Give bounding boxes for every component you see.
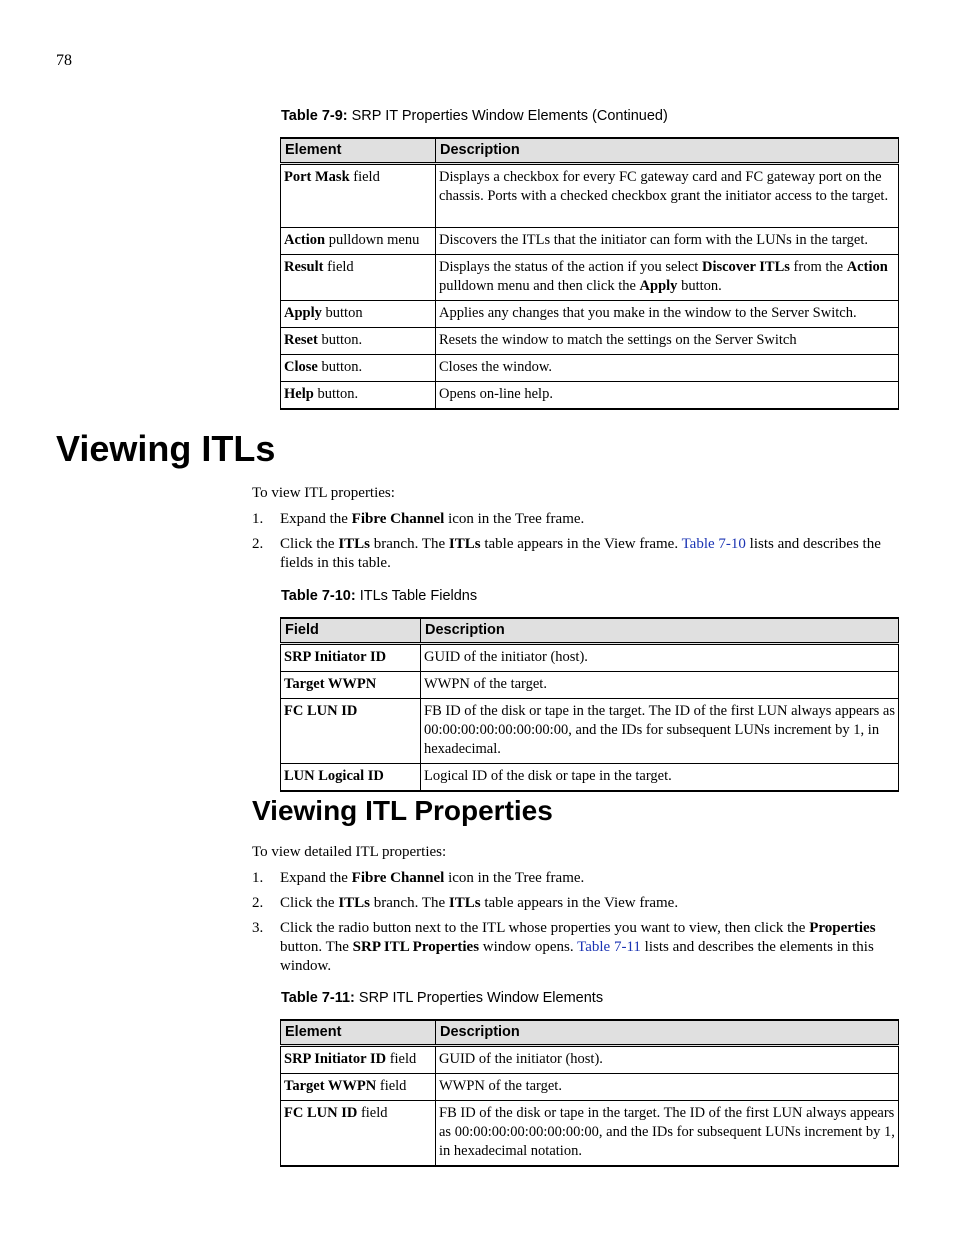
table-row xyxy=(281,1074,899,1101)
element-name: Result xyxy=(284,259,324,275)
description-cell: Opens on-line help. xyxy=(436,382,899,410)
description-cell: FB ID of the disk or tape in the target. The ID of the first LUN always appears as 00:00:00:00:00:00:00:00, and the IDs for subsequent LUNs increment by 1, in hexadecimal notation. xyxy=(436,1101,899,1167)
description-cell: Resets the window to match the settings on the Server Switch xyxy=(436,328,899,355)
step-text: Click the ITLs branch. The ITLs table appears in the View frame. xyxy=(280,895,679,911)
field-cell: SRP Initiator ID xyxy=(281,644,421,672)
description-cell xyxy=(436,255,899,301)
table-row xyxy=(281,699,899,764)
table-header-row xyxy=(281,618,899,644)
element-type: button. xyxy=(317,359,363,375)
element-name: Close xyxy=(284,359,318,375)
caption-text: SRP IT Properties Window Elements (Continued) xyxy=(347,108,668,124)
description-cell: WWPN of the target. xyxy=(436,1074,899,1101)
element-name: Help xyxy=(284,386,314,402)
table-row xyxy=(281,228,899,255)
description-cell: Discovers the ITLs that the initiator can form with the LUNs in the target. xyxy=(436,228,899,255)
list-item xyxy=(252,535,898,573)
column-header-element: Element xyxy=(281,138,436,164)
element-name: Apply xyxy=(284,305,322,321)
column-header-field: Field xyxy=(281,618,421,644)
element-name: Target WWPN xyxy=(284,1078,377,1094)
description-cell: Displays a checkbox for every FC gateway card and FC gateway port on the chassis. Ports with a checked checkbox grant the initiator access to the target. xyxy=(436,164,899,228)
description-cell: GUID of the initiator (host). xyxy=(421,644,899,672)
field-cell: Target WWPN xyxy=(281,672,421,699)
column-header-element: Element xyxy=(281,1020,436,1046)
element-cell xyxy=(281,328,436,355)
table-row xyxy=(281,255,899,301)
step-number: 3. xyxy=(252,920,264,936)
desc-text: from the xyxy=(789,259,847,275)
table-7-11 xyxy=(280,1019,899,1167)
table-header-row xyxy=(281,138,899,164)
description-cell: WWPN of the target. xyxy=(421,672,899,699)
table-row xyxy=(281,672,899,699)
table-row xyxy=(281,328,899,355)
element-cell xyxy=(281,255,436,301)
table-7-11-caption xyxy=(281,990,603,1006)
intro-text: To view detailed ITL properties: xyxy=(252,844,447,860)
caption-text: SRP ITL Properties Window Elements xyxy=(354,990,604,1006)
table-row xyxy=(281,1046,899,1074)
column-header-description: Description xyxy=(421,618,899,644)
step-text: Click the ITLs branch. The ITLs table appears in the View frame. Table 7-10 lists and describes the fields in this table. xyxy=(280,536,881,571)
field-cell: FC LUN ID xyxy=(281,699,421,764)
step-text: Expand the Fibre Channel icon in the Tree frame. xyxy=(280,511,585,527)
element-type: field xyxy=(349,169,380,185)
desc-bold: Action xyxy=(846,259,888,275)
table-row xyxy=(281,164,899,228)
table-row xyxy=(281,382,899,410)
element-cell xyxy=(281,164,436,228)
desc-bold: Apply xyxy=(639,278,678,294)
element-type: button. xyxy=(317,332,363,348)
element-cell xyxy=(281,301,436,328)
step-text: Expand the Fibre Channel icon in the Tree frame. xyxy=(280,870,585,886)
description-cell: Logical ID of the disk or tape in the target. xyxy=(421,764,899,792)
element-type: button xyxy=(321,305,363,321)
table-7-10-caption xyxy=(281,588,477,604)
description-cell: FB ID of the disk or tape in the target. The ID of the first LUN always appears as 00:00:00:00:00:00:00:00, and the IDs for subsequent LUNs increment by 1, in hexadecimal. xyxy=(421,699,899,764)
step-number: 2. xyxy=(252,895,264,911)
element-name: Action xyxy=(284,232,326,248)
table-row xyxy=(281,1101,899,1167)
list-item xyxy=(252,894,898,913)
section-heading-viewing-itl-properties: Viewing ITL Properties xyxy=(252,795,553,826)
step-number: 2. xyxy=(252,536,264,552)
description-cell: GUID of the initiator (host). xyxy=(436,1046,899,1074)
table-header-row xyxy=(281,1020,899,1046)
element-cell xyxy=(281,355,436,382)
column-header-description: Description xyxy=(436,1020,899,1046)
element-type: field xyxy=(376,1078,407,1094)
table-row xyxy=(281,764,899,792)
table-row xyxy=(281,301,899,328)
column-header-description: Description xyxy=(436,138,899,164)
table-7-11-link[interactable]: Table 7-11 xyxy=(577,939,641,955)
field-cell: LUN Logical ID xyxy=(281,764,421,792)
step-text: Click the radio button next to the ITL whose properties you want to view, then click the Properties button. The SRP ITL Properties window opens. Table 7-11 lists and describes the elements in this window. xyxy=(280,920,876,974)
element-cell xyxy=(281,228,436,255)
element-type: field xyxy=(357,1105,388,1121)
element-type: field xyxy=(323,259,354,275)
caption-label: Table 7-9: xyxy=(281,108,348,124)
list-item xyxy=(252,869,898,888)
caption-label: Table 7-11: xyxy=(281,990,355,1006)
element-name: Reset xyxy=(284,332,318,348)
desc-bold: Discover ITLs xyxy=(701,259,790,275)
element-cell xyxy=(281,1046,436,1074)
step-number: 1. xyxy=(252,511,264,527)
description-cell: Closes the window. xyxy=(436,355,899,382)
table-7-10-link[interactable]: Table 7-10 xyxy=(681,536,746,552)
table-row xyxy=(281,355,899,382)
intro-text: To view ITL properties: xyxy=(252,485,395,501)
page-number: 78 xyxy=(56,52,72,69)
element-name: Port Mask xyxy=(284,169,350,185)
list-item xyxy=(252,510,898,529)
element-name: FC LUN ID xyxy=(284,1105,358,1121)
caption-text: ITLs Table Fieldns xyxy=(355,588,478,604)
desc-text: pulldown menu and then click the xyxy=(439,278,640,294)
list-item xyxy=(252,919,898,976)
element-type: field xyxy=(386,1051,417,1067)
description-cell: Applies any changes that you make in the window to the Server Switch. xyxy=(436,301,899,328)
table-7-9 xyxy=(280,137,899,410)
element-cell xyxy=(281,382,436,410)
element-cell xyxy=(281,1074,436,1101)
section-heading-viewing-itls: Viewing ITLs xyxy=(56,428,276,469)
table-row xyxy=(281,644,899,672)
desc-text: Displays the status of the action if you select xyxy=(439,259,702,275)
step-number: 1. xyxy=(252,870,264,886)
element-type: button. xyxy=(313,386,359,402)
element-cell xyxy=(281,1101,436,1167)
element-name: SRP Initiator ID xyxy=(284,1051,387,1067)
table-7-10 xyxy=(280,617,899,792)
caption-label: Table 7-10: xyxy=(281,588,356,604)
desc-text: button. xyxy=(677,278,722,294)
element-type: pulldown menu xyxy=(325,232,420,248)
table-7-9-caption xyxy=(281,108,668,124)
